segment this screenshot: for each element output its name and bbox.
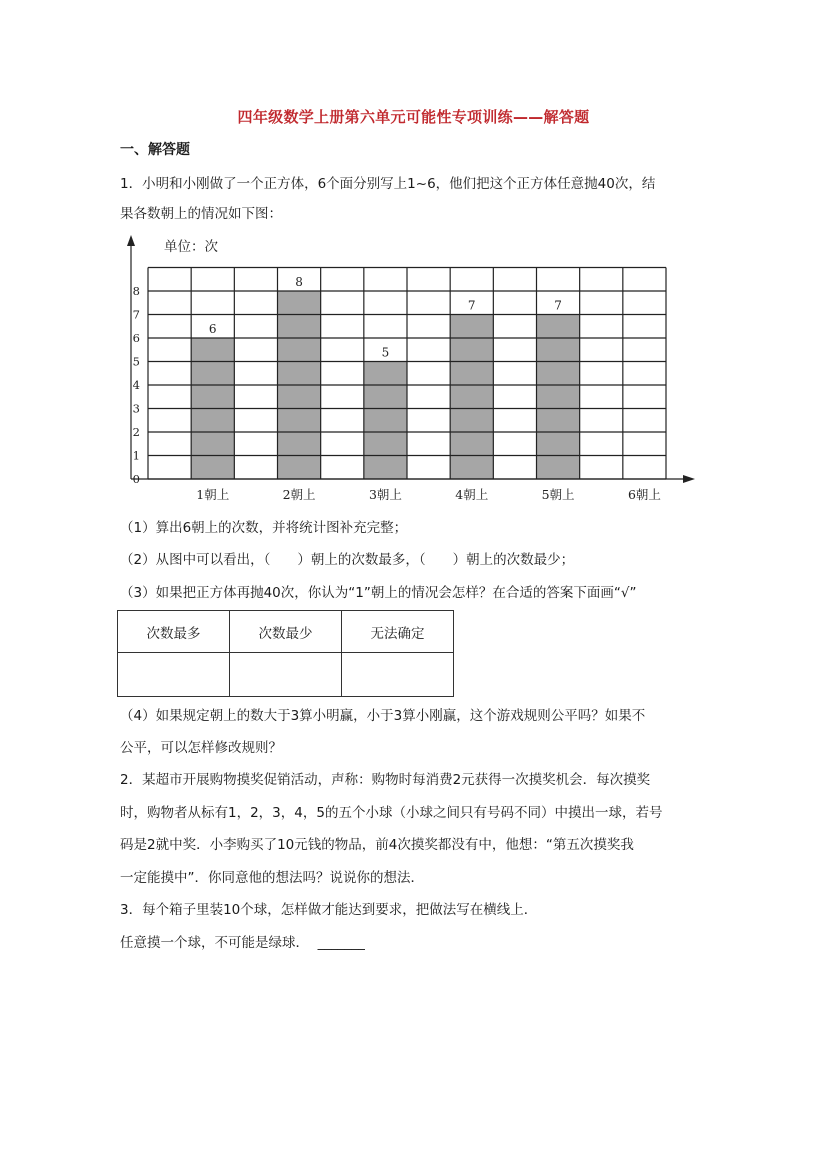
y-tick-label: 8 <box>132 284 140 298</box>
answer-cell-uncertain[interactable] <box>342 653 454 697</box>
data-label: 5 <box>381 345 390 360</box>
header-least: 次数最少 <box>230 611 342 653</box>
q1-sub3: （3）如果把正方体再抛40次，你认为“1”朝上的情况会怎样？在合适的答案下面画“√” <box>120 585 637 601</box>
unit-label: 单位：次 <box>164 239 218 255</box>
answer-cell-most[interactable] <box>118 653 230 697</box>
page-title: 四年级数学上册第六单元可能性专项训练——解答题 <box>237 108 590 126</box>
y-tick-label: 1 <box>132 448 140 463</box>
q3-prompt: 任意摸一个球，不可能是绿球． <box>120 935 309 951</box>
data-label: 7 <box>467 298 476 313</box>
x-category-label: 2朝上 <box>282 487 316 502</box>
y-tick-label: 3 <box>132 401 140 416</box>
bar-5 <box>537 315 580 480</box>
x-category-label: 3朝上 <box>368 487 402 502</box>
q2-line2: 时，购物者从标有1，2，3，4，5的五个小球（小球之间只有号码不同）中摸出一球，若号 <box>120 805 663 821</box>
data-label: 8 <box>295 275 303 289</box>
y-tick-label: 0 <box>132 472 140 486</box>
q1-sub2: （2）从图中可以看出，（ ）朝上的次数最多，（ ）朝上的次数最少； <box>120 552 575 568</box>
bar-3 <box>364 362 407 480</box>
y-tick-label: 6 <box>132 331 140 345</box>
bar-4 <box>450 315 493 480</box>
answer-cell-least[interactable] <box>230 653 342 697</box>
section-heading: 一、解答题 <box>120 142 190 158</box>
q1-sub4-line1: （4）如果规定朝上的数大于3算小明赢，小于3算小刚赢，这个游戏规则公平吗？如果不 <box>120 708 646 724</box>
y-tick-label: 2 <box>132 425 140 439</box>
q1-line1: 1．小明和小刚做了一个正方体，6个面分别写上1~6，他们把这个正方体任意抛40次，结 <box>120 176 656 192</box>
bar-chart <box>118 230 708 510</box>
x-category-label: 4朝上 <box>455 487 489 502</box>
x-category-label: 6朝上 <box>627 487 661 502</box>
data-label: 7 <box>554 298 562 313</box>
q1-line2: 果各数朝上的情况如下图： <box>120 206 282 222</box>
x-axis-arrow <box>683 475 695 483</box>
x-category-label: 1朝上 <box>196 487 230 502</box>
answer-table <box>117 610 454 697</box>
y-axis-arrow <box>127 235 135 246</box>
header-uncertain: 无法确定 <box>342 611 454 653</box>
q2-line1: 2．某超市开展购物摸奖促销活动，声称：购物时每消费2元获得一次摸奖机会．每次摸奖 <box>120 772 651 788</box>
q3-line1: 3．每个箱子里装10个球，怎样做才能达到要求，把做法写在横线上． <box>120 902 538 918</box>
q3-line2 <box>120 934 365 952</box>
y-tick-label: 4 <box>132 378 140 392</box>
y-tick-label: 7 <box>132 307 140 322</box>
q2-line4: 一定能摸中”．你同意他的想法吗？说说你的想法． <box>120 870 424 886</box>
y-tick-label: 5 <box>132 354 140 369</box>
q1-sub4-line2: 公平，可以怎样修改规则？ <box>120 740 282 756</box>
data-label: 6 <box>208 322 217 336</box>
q3-answer-blank[interactable]: _______ <box>317 935 365 951</box>
q2-line3: 码是2就中奖．小李购买了10元钱的物品，前4次摸奖都没有中，他想：“第五次摸奖我 <box>120 837 634 853</box>
header-most: 次数最多 <box>118 611 230 653</box>
q1-sub1: （1）算出6朝上的次数，并将统计图补充完整； <box>120 520 408 536</box>
x-category-label: 5朝上 <box>541 487 575 502</box>
